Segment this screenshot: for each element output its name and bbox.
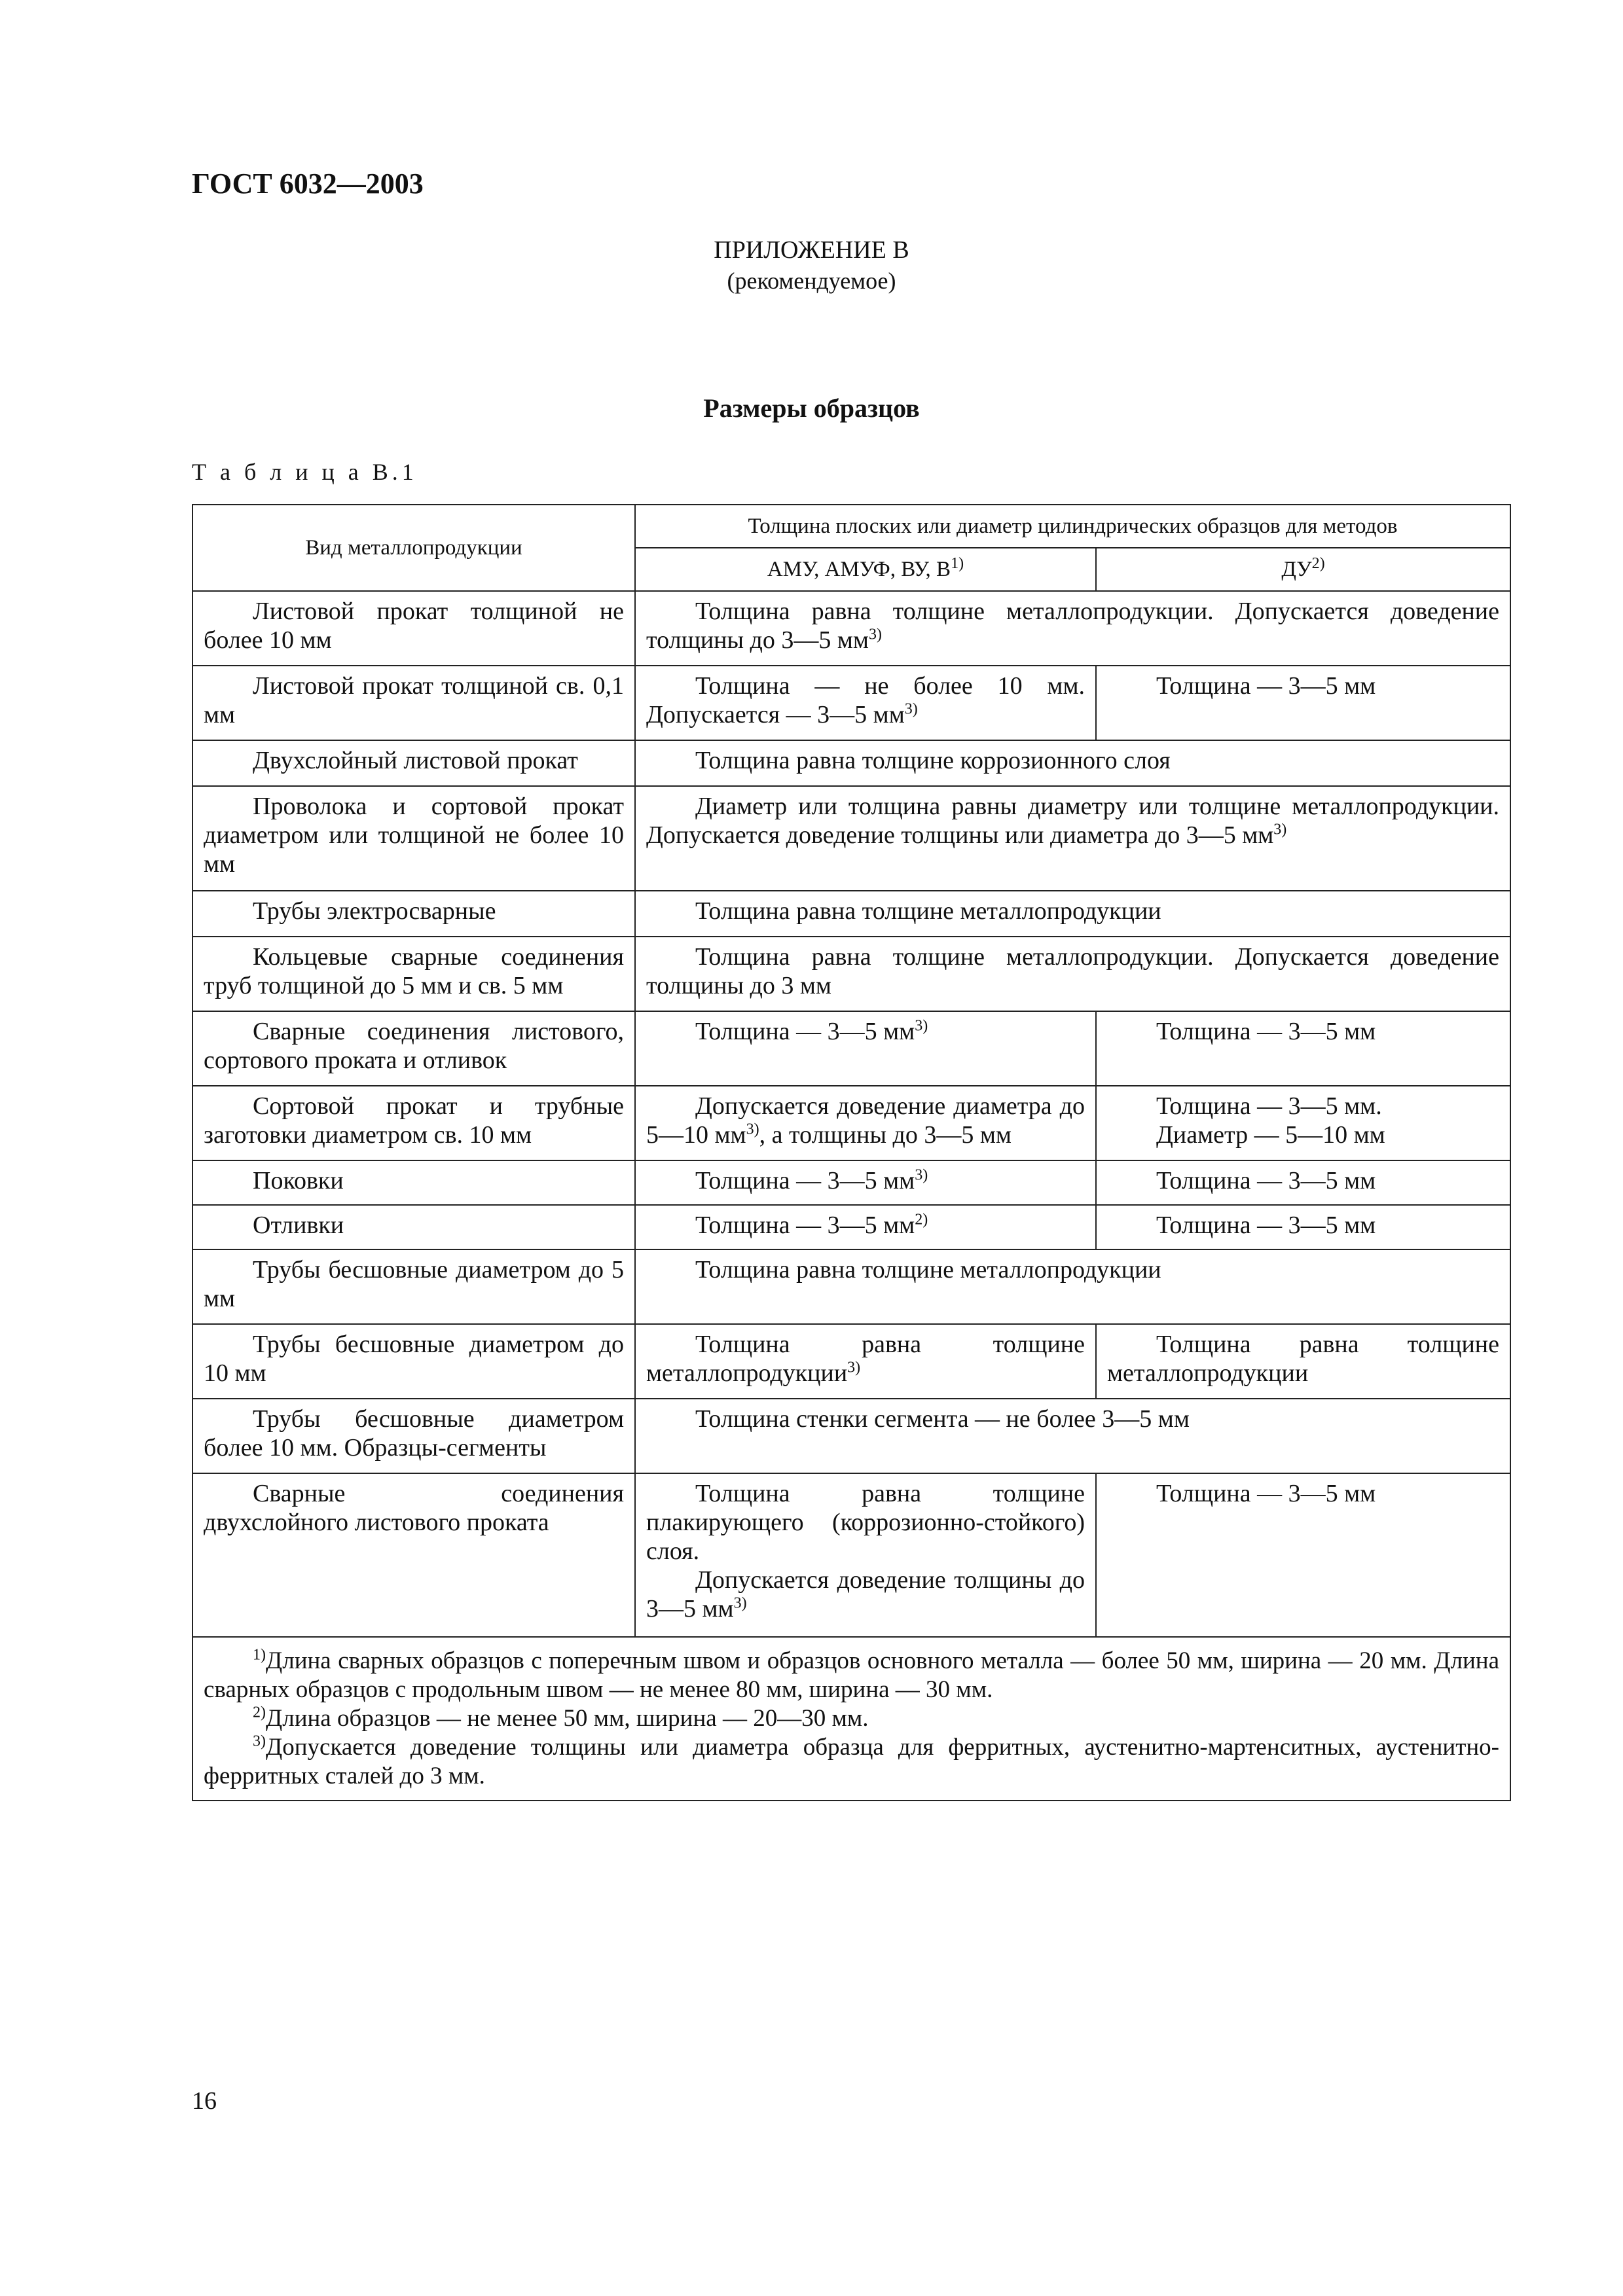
value-cell-methods-2: Толщина — 3—5 мм [1096,1011,1510,1086]
table-row [192,1011,1510,1086]
product-cell: Трубы бесшовные диаметром до 5 мм [192,1249,635,1324]
product-cell: Кольцевые сварные соединения труб толщиной до 5 мм и св. 5 мм [192,937,635,1011]
table-row [192,1086,1510,1160]
value-cell-merged: Толщина равна толщине металлопродукции. Допускается доведение толщины до 3—5 $мм^{3)}$ [635,591,1510,666]
appendix-title: ПРИЛОЖЕНИЕ В [714,236,909,264]
product-cell: Проволока и сортовой прокат диаметром или толщиной не более 10 мм [192,786,635,891]
appendix-subtitle: (рекомендуемое) [727,268,896,294]
value-cell-methods-2: Толщина — 3—5 мм [1096,1160,1510,1205]
value-cell-methods-1: Толщина — 3—5 $мм^{3)}$ [635,1011,1096,1086]
product-cell: Листовой прокат толщиной не более 10 мм [192,591,635,666]
header-methods-1: АМУ, АМУФ, ВУ, $В^{1)}$ [635,548,1096,591]
table-row [192,1324,1510,1399]
value-cell-methods-2: Толщина — 3—5 мм [1096,1205,1510,1249]
value-cell-merged: Толщина равна толщине металлопродукции. Допускается доведение толщины до 3 мм [635,937,1510,1011]
section-title: Размеры образцов [703,393,920,423]
table-row [192,591,1510,666]
value-cell-merged: Толщина стенки сегмента — не более 3—5 мм [635,1399,1510,1473]
standard-code: ГОСТ 6032—2003 [192,168,424,200]
value-cell-methods-1: Толщина — 3—5 $мм^{3)}$ [635,1160,1096,1205]
value-cell-methods-2: Толщина равна толщине металлопродукции [1096,1324,1510,1399]
product-cell: Сортовой прокат и трубные заготовки диаметром св. 10 мм [192,1086,635,1160]
header-product: Вид металлопродукции [192,505,635,591]
table-row [192,666,1510,740]
product-cell: Листовой прокат толщиной св. 0,1 мм [192,666,635,740]
product-cell: Сварные соединения листового, сортового проката и отливок [192,1011,635,1086]
value-cell-methods-2: Толщина — 3—5 мм [1096,666,1510,740]
product-cell: Трубы бесшовные диаметром более 10 мм. Образцы-сегменты [192,1399,635,1473]
value-cell-merged: Толщина равна толщине металлопродукции [635,1249,1510,1324]
header-methods-2: ДУ$^{2)}$ [1096,548,1510,591]
value-cell-methods-1: Допускается доведение диаметра до 5—10 $мм^{3)}$, а толщины до 3—5 мм [635,1086,1096,1160]
samples-table [192,504,1511,1801]
value-cell-methods-1: Толщина равна толщине плакирующего (коррозионно-стойкого) слоя. Допускается доведение толщины до 3—5 $мм^{3)}$ [635,1473,1096,1637]
table-notes-row [192,1637,1510,1801]
table-row [192,1160,1510,1205]
value-cell-methods-1: Толщина — не более 10 мм. Допускается — 3—5 $мм^{3)}$ [635,666,1096,740]
table-row [192,891,1510,937]
table-row [192,1399,1510,1473]
product-cell: Поковки [192,1160,635,1205]
product-cell: Отливки [192,1205,635,1249]
value-cell-methods-2: Толщина — 3—5 мм [1096,1473,1510,1637]
table-notes [192,1637,1510,1801]
value-cell-methods-2: Толщина — 3—5 мм. Диаметр — 5—10 мм [1096,1086,1510,1160]
value-cell-merged: Толщина равна толщине коррозионного слоя [635,740,1510,786]
footnote: $^{1)}$Длина сварных образцов с поперечным швом и образцов основного металла — более 50 мм, ширина — 20 мм. Длина сварных образцов с продольным швом — не менее 80 мм, ширина — 30 мм. [204,1646,1500,1703]
product-cell: Трубы бесшовные диаметром до 10 мм [192,1324,635,1399]
value-cell-methods-1: Толщина — 3—5 $мм^{2)}$ [635,1205,1096,1249]
product-cell: Трубы электросварные [192,891,635,937]
header-group: Толщина плоских или диаметр цилиндрических образцов для методов [635,505,1510,548]
table-row [192,786,1510,891]
table-row [192,1473,1510,1637]
table-row [192,740,1510,786]
footnote: $^{2)}$Длина образцов — не менее 50 мм, ширина — 20—30 мм. [253,1704,869,1732]
page-number: 16 [192,2087,217,2115]
product-cell: Сварные соединения двухслойного листового проката [192,1473,635,1637]
table-row [192,1205,1510,1249]
value-cell-merged: Диаметр или толщина равны диаметру или толщине металлопродукции. Допускается доведение толщины или диаметра до 3—5 $мм^{3)}$ [635,786,1510,891]
product-cell: Двухслойный листовой прокат [192,740,635,786]
footnote: $^{3)}$Допускается доведение толщины или диаметра образца для ферритных, аустенитно-мартенситных, аустенитно-ферритных сталей до 3 мм. [204,1732,1500,1789]
table-label: Т а б л и ц а В.1 [192,459,418,485]
table-row [192,1249,1510,1324]
samples-table-wrap [192,504,1510,1801]
value-cell-merged: Толщина равна толщине металлопродукции [635,891,1510,937]
table-row [192,937,1510,1011]
value-cell-methods-1: Толщина равна толщине металлопродукции$^{3)}$ [635,1324,1096,1399]
